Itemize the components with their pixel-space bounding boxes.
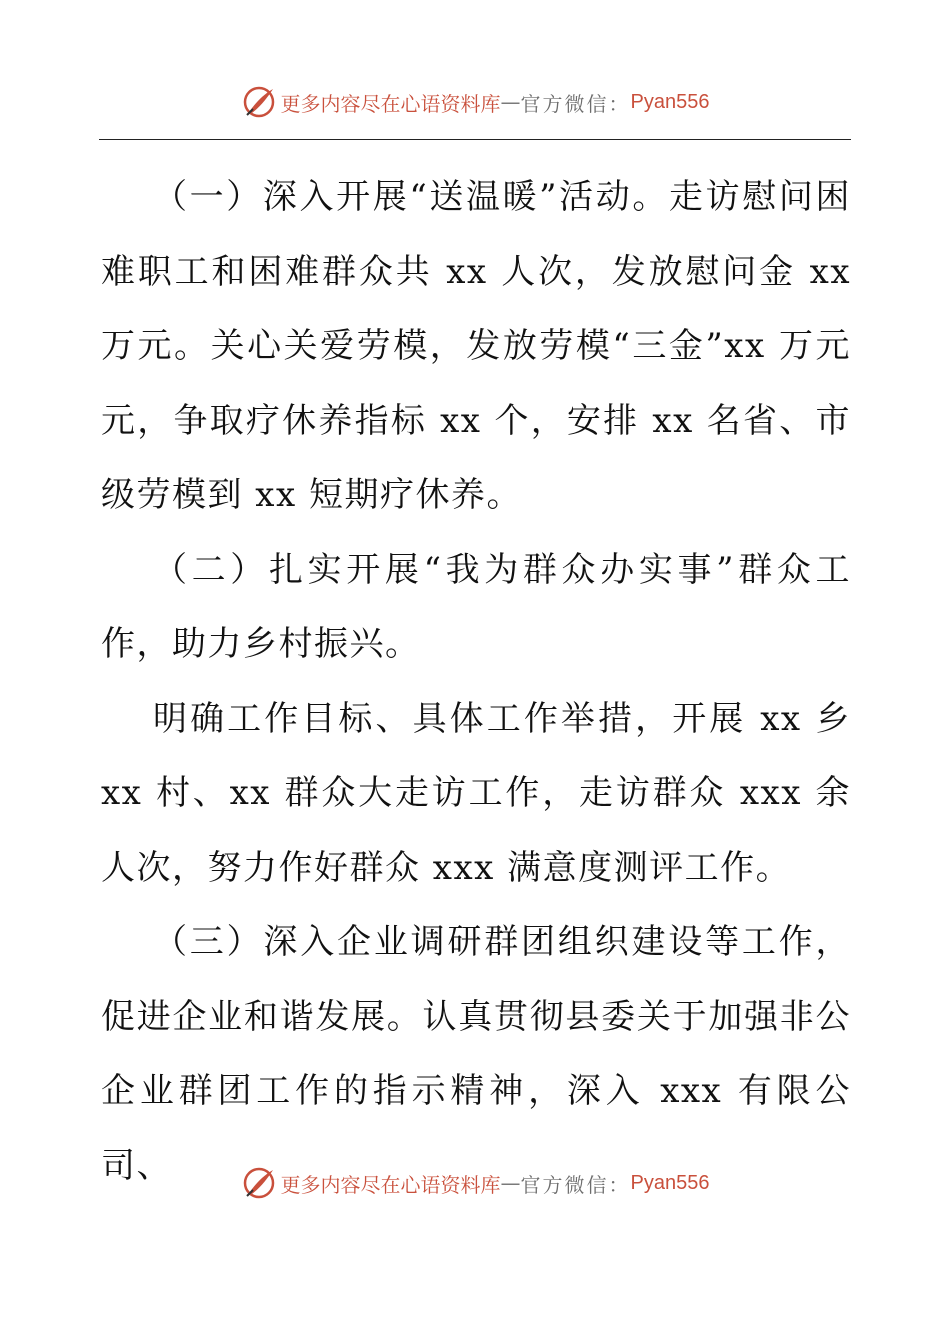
footer-brand-text: 更多内容尽在心语资料库 [280,1172,501,1197]
document-body [101,160,851,1203]
footer-separator: — [500,1171,521,1195]
quill-pen-logo-icon [241,1165,277,1201]
header-brand-text: 更多内容尽在心语资料库 [280,91,501,116]
header-divider [99,139,851,140]
footer-wechat-id: Pyan556 [630,1171,710,1194]
header-banner [0,82,950,122]
header-wechat-label: 官方微信： [520,91,631,116]
header-wechat-id: Pyan556 [630,90,710,113]
paragraph-3: 明确工作目标、具体工作举措，开展 xx 乡 xx 村、xx 群众大走访工作，走访群众 xxx 余人次，努力作好群众 xxx 满意度测评工作。 [101,698,851,888]
paragraph-4: （三）深入企业调研群团组织建设等工作，促进企业和谐发展。认真贯彻县委关于加强非公企业群团工作的指示精神，深入 xxx 有限公司、 [101,922,851,1186]
paragraph-1: （一）深入开展“送温暖”活动。走访慰问困难职工和困难群众共 xx 人次，发放慰问金 xx 万元。关心关爱劳模，发放劳模“三金”xx 万元元，争取疗休养指标 xx 个，安排 xx 名省、市级劳模到 xx 短期疗休养。 [101,177,851,515]
footer-banner [0,1163,950,1203]
header-separator: — [500,90,521,114]
footer-wechat-label: 官方微信： [520,1172,631,1197]
quill-pen-logo-icon [241,84,277,120]
paragraph-2: （二）扎实开展“我为群众办实事”群众工作，助力乡村振兴。 [101,549,851,664]
